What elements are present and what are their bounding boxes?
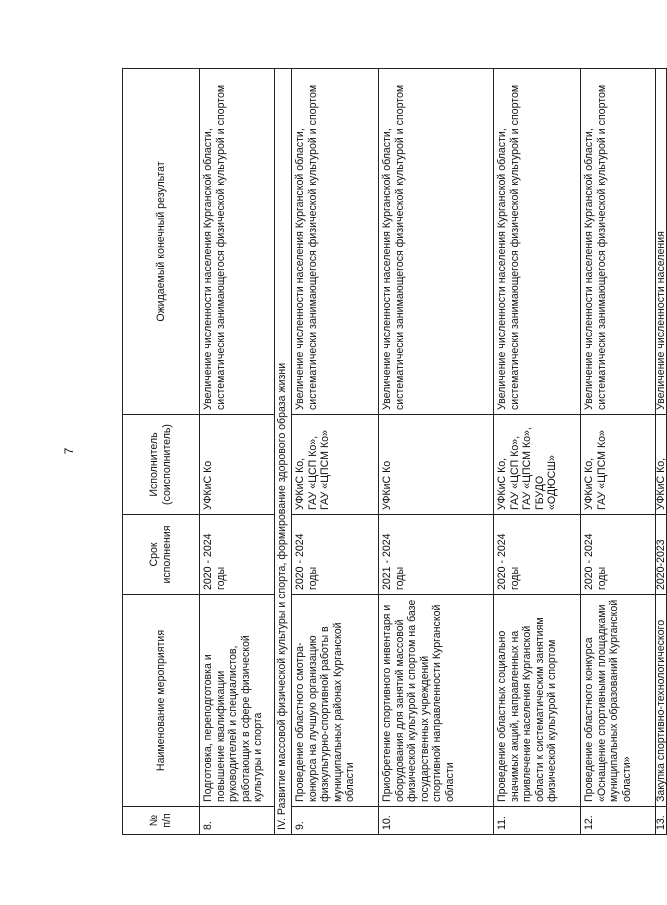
- cell-term: 2020 - 2024 годы: [494, 515, 581, 595]
- table-container: [122, 69, 667, 835]
- header-name: Наименование мероприятия: [123, 595, 200, 807]
- table-row: [656, 69, 667, 835]
- cell-result: Увеличение численности населения: [656, 69, 667, 415]
- cell-name: Приобретение спортивного инвентаря и оборудования для занятий массовой физической культурой и спортом на базе государственных учреждений спортивной направленности Курганской области: [379, 595, 494, 807]
- header-row: [123, 69, 200, 835]
- table-row: [581, 69, 656, 835]
- cell-executor: УФКиС Ко, ГАУ «ЦСП Ко», ГАУ «ЦПСМ Ко», ГБУДО «ОДЮСШ»: [494, 415, 581, 515]
- table-row: [379, 69, 494, 835]
- header-executor: Исполнитель (соисполнитель): [123, 415, 200, 515]
- cell-num: 13.: [656, 807, 667, 835]
- cell-executor: УФКиС Ко,: [656, 415, 667, 515]
- cell-name: Проведение областного конкурса «Оснащение спортивными площадками муниципальных образований Курганской области»: [581, 595, 656, 807]
- table-row: [494, 69, 581, 835]
- cell-term: 2020 - 2024 годы: [292, 515, 379, 595]
- table-rotated: [122, 69, 667, 835]
- cell-result: Увеличение численности населения Курганской области, систематически занимающегося физической культурой и спортом: [494, 69, 581, 415]
- cell-name: Закупка спортивно-технологического: [656, 595, 667, 807]
- cell-result: Увеличение численности населения Курганской области, систематически занимающегося физической культурой и спортом: [200, 69, 275, 415]
- cell-term: 2020-2023: [656, 515, 667, 595]
- cell-name: Проведение областных социально значимых акций, направленных на привлечение населения Курганской области к систематическим занятиям физической культурой и спортом: [494, 595, 581, 807]
- section-row: [275, 69, 292, 835]
- cell-executor: УФКиС Ко: [379, 415, 494, 515]
- cell-result: Увеличение численности населения Курганской области, систематически занимающегося физической культурой и спортом: [581, 69, 656, 415]
- table-row: [200, 69, 275, 835]
- header-term: Срок исполнения: [123, 515, 200, 595]
- section-title: IV. Развитие массовой физической культуры и спорта, формирование здорового образа жизни: [275, 69, 292, 835]
- cell-executor: УФКиС Ко, ГАУ «ЦСП Ко», ГАУ «ЦПСМ Ко»: [292, 415, 379, 515]
- table-row: [292, 69, 379, 835]
- cell-num: 12.: [581, 807, 656, 835]
- cell-term: 2020 - 2024 годы: [581, 515, 656, 595]
- cell-name: Подготовка, переподготовка и повышение квалификации руководителей и специалистов, работающих в сфере физической культуры и спорта: [200, 595, 275, 807]
- cell-executor: УФКиС Ко, ГАУ «ЦПСМ Ко»: [581, 415, 656, 515]
- cell-num: 9.: [292, 807, 379, 835]
- header-num: № п/п: [123, 807, 200, 835]
- cell-result: Увеличение численности населения Курганской области, систематически занимающегося физической культурой и спортом: [292, 69, 379, 415]
- cell-num: 10.: [379, 807, 494, 835]
- cell-name: Проведение областного смотра-конкурса на лучшую организацию физкультурно-спортивной работы в муниципальных районах Курганской области: [292, 595, 379, 807]
- events-table: [122, 68, 667, 835]
- cell-num: 11.: [494, 807, 581, 835]
- cell-term: 2020 - 2024 годы: [200, 515, 275, 595]
- page-number: 7: [62, 447, 76, 455]
- cell-term: 2021 - 2024 годы: [379, 515, 494, 595]
- cell-num: 8.: [200, 807, 275, 835]
- header-result: Ожидаемый конечный результат: [123, 69, 200, 415]
- cell-result: Увеличение численности населения Курганской области, систематически занимающегося физической культурой и спортом: [379, 69, 494, 415]
- cell-executor: УФКиС Ко: [200, 415, 275, 515]
